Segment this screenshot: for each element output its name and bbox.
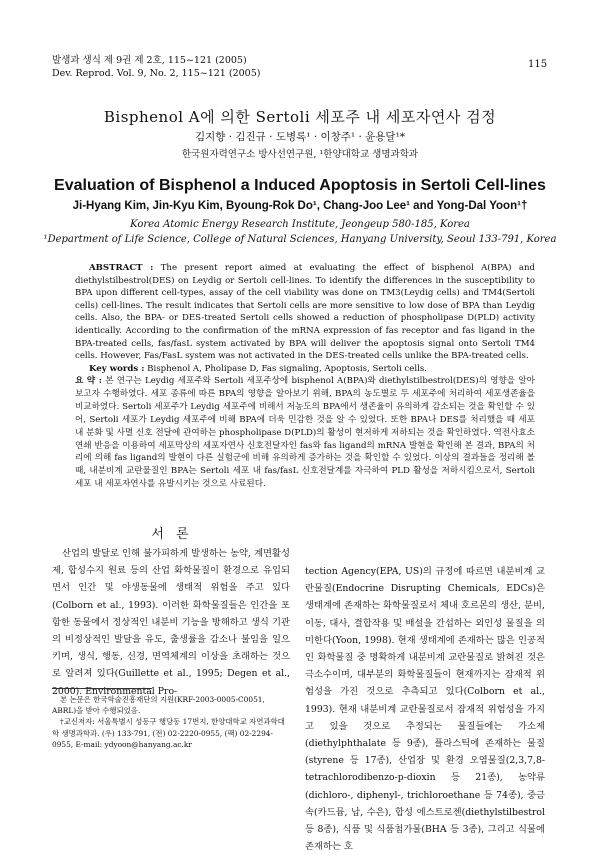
abstract-text: The present report aimed at evaluating the effect of bisphenol A(BPA) and diethylstilbestrol(DES) on Leydig or Sertoli cell-lines. To identify the differences in the susceptibility to BPA upon different cell-types, assay of the cell viability was done on TM3(Leydig cells) and TM4(Sertoli cells) cell-lines. The result indicates that Sertoli cells are more sensitive to low dose of BPA than Leydig cells. Also, the BPA- or DES-treated Sertoli cells showed a reduction of phospholipase D(PLD) activity identically. According to the confirmation of the mRNA expression of fas receptor and fas ligand in the BPA-treated cells, fas/fasL system activated by BPA will deliver the apoptosis signal onto Sertoli TM4 cells. However, Fas/FasL system was not activated in the DES-treated cells unlike the BPA-treated cells. xyxy=(75,263,535,362)
footnote xyxy=(52,694,290,750)
abstract-korean xyxy=(75,375,535,491)
affiliation-korean: 한국원자력연구소 방사선연구원, ¹한양대학교 생명과학과 xyxy=(181,149,419,160)
authors-english: Ji-Hyang Kim, Jin-Kyu Kim, Byoung-Rok Do¹, Chang-Joo Lee¹ and Yong-Dal Yoon¹† xyxy=(72,200,528,212)
introduction-left-column xyxy=(52,545,290,700)
page-number: 115 xyxy=(528,59,548,70)
keywords-text: Bisphenol A, Pholipase D, Fas signaling, Apoptosis, Sertoli cells. xyxy=(147,363,427,374)
title-korean: Bisphenol A에 의한 Sertoli 세포주 내 세포자연사 검정 xyxy=(103,108,497,126)
title-english: Evaluation of Bisphenol a Induced Apoptosis in Sertoli Cell-lines xyxy=(54,177,546,194)
keywords xyxy=(75,363,535,376)
affiliation-english-1: Korea Atomic Energy Research Institute, Jeongeup 580-185, Korea xyxy=(130,219,470,230)
footnote-funding: 본 논문은 한국학술진흥재단의 지원(KRF-2003-0005-C0051, ABRL)을 받아 수행되었음. xyxy=(52,695,265,716)
journal-header-kr: 발생과 생식 제 9권 제 2호, 115~121 (2005) xyxy=(52,55,247,66)
intro-right-text: tection Agency(EPA, US)의 규정에 따르면 내분비계 교란물질(Endocrine Disrupting Chemicals, EDCs)은 생태계에 존재하는 화학물질로서 체내 호르몬의 생산, 분비, 이동, 대사, 결합작용 및 배설을 간섭하는 외인성 물질을 의미한다(Yoon, 1998). 현재 생태계에 존재하는 많은 인공적인 화학물질 중 명확하게 내분비계 교란물질로 밝혀진 것은 극소수이며, 대부분의 화학물질들이 현재까지는 잠재적 위험성을 가진 것으로 추측되고 있다(Colborn et al., 1993). 현재 내분비계 교란물질로서 잠재적 위험성을 가지고 있을 것으로 추정되는 물질들에는 가소제(diethylphthalate 등 9종), 플라스틱에 존재하는 물질(styrene 등 17종), 산업장 및 환경 오염물질(2,3,7,8-tetrachlorodibenzo-p-dioxin 등 21종), 농약류(dichloro-, diphenyl-, trichloroethane 등 74종), 중금속(카드뮴, 납, 수은), 합성 에스트로젠(diethylstilbestrol 등 8종), 식품 및 식품첨가물(BHA 등 3종), 그리고 식물에 존재하는 호 xyxy=(305,566,545,853)
footnote-corresponding: †교신저자: 서울특별시 성동구 행당동 17번지, 한양대학교 자연과학대학 생명과학과. (우) 133-791, (전) 02-2220-0955, (팩) 02-2294-0955, E-mail: ydyoon@hanyang.ac.kr xyxy=(52,717,285,749)
affiliation-english-2: ¹Department of Life Science, College of Natural Sciences, Hanyang University, Seoul 133-791, Korea xyxy=(43,234,557,245)
footnote-divider xyxy=(52,688,152,689)
abstract-korean-text: 본 연구는 Leydig 세포주와 Sertoli 세포주상에 bisphenol A(BPA)와 diethylstilbestrol(DES)의 영향을 알아보고자 수행하였다. 세포 종류에 따른 BPA의 영향을 알아보기 위해, BPA의 농도별로 두 세포주에 처리하여 세포생존율을 비교하였다. Sertoli 세포주가 Leydig 세포주에 비해서 저농도의 BPA에서 생존율이 유의하게 감소되는 것을 확인할 수 있어, Sertoli 세포가 Leydig 세포주에 비해 BPA에 더욱 민감한 것을 알 수 있었다. 또한 BPA나 DES를 처리했을 때 세포 내 분화 및 사멸 신호 전달에 관여하는 phospholipase D(PLD)의 활성이 현저하게 저하되는 것을 확인하였다. 역전사효소 연쇄 반응을 이용하여 세포막상의 세포자연사 신호전달자인 fas와 fas ligand의 mRNA 발현을 확인해 본 결과, BPA의 처리에 의해 fas ligand의 발현이 다른 실험군에 비해 유의하게 증가하는 것을 확인할 수 있었다. 이상의 결과들을 정리해 볼 때, 내분비계 교란물질인 BPA는 Sertoli 세포 내 fas/fasL 신호전달계를 자극하여 PLD 활성을 저하시킴으로서, Sertoli 세포 내 세포자연사를 유발시키는 것으로 사료된다. xyxy=(75,376,535,490)
abstract-korean-label: 요 약 : xyxy=(75,376,102,386)
journal-header-en: Dev. Reprod. Vol. 9, No. 2, 115~121 (2005) xyxy=(52,68,261,79)
authors-korean: 김지향 · 김진규 · 도병록¹ · 이창주¹ · 윤용달¹* xyxy=(194,131,406,143)
section-title-introduction: 서 론 xyxy=(151,527,193,542)
abstract xyxy=(75,262,535,375)
abstract-label: ABSTRACT : xyxy=(89,263,154,273)
keywords-label: Key words : xyxy=(89,363,145,374)
introduction-right-column xyxy=(305,563,545,855)
intro-left-text: 산업의 발달로 인해 불가피하게 발생하는 농약, 계면활성제, 합성수지 원료 등의 산업 화학물질이 환경으로 유입되면서 인간 및 야생동물에 생태적 위험을 주고 있다(Colborn et al., 1993). 이러한 화학물질들은 인간을 포함한 동물에서 정상적인 내분비 기능을 방해하고 생식 기관의 비정상적인 발달을 유도, 출생률을 감소나 불임을 일으키며, 생식, 행동, 신경, 면역체계의 이상을 초래하는 것으로 알려져 있다(Guillette et al., 1995; Degen et al., 2000). Environmental Pro- xyxy=(52,548,290,697)
